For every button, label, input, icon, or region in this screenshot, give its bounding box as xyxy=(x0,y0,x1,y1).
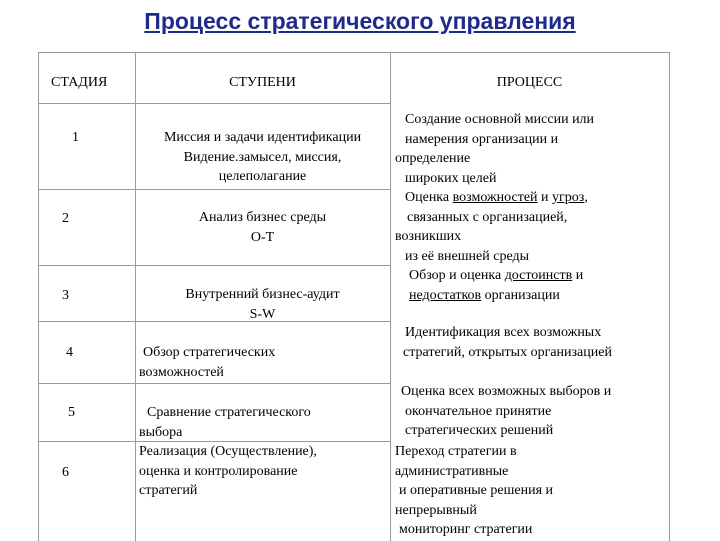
column-divider xyxy=(390,53,391,541)
process-3 xyxy=(395,266,583,305)
step-line: стратегий xyxy=(139,483,198,498)
header-steps: СТУПЕНИ xyxy=(229,75,296,90)
step-3 xyxy=(135,285,390,324)
stage-number: 1 xyxy=(72,130,79,145)
process-line: Переход стратегии в xyxy=(395,444,517,459)
process-5 xyxy=(395,382,611,441)
process-text: и xyxy=(572,268,584,283)
row-divider xyxy=(39,265,390,266)
row-divider xyxy=(39,103,390,104)
process-line: Создание основной миссии или xyxy=(405,112,595,127)
step-line: целеполагание xyxy=(218,169,307,184)
process-1 xyxy=(395,110,594,188)
step-line: Видение.замысел, миссия, xyxy=(183,149,342,165)
process-line: широких целей xyxy=(405,170,497,186)
process-line: из её внешней среды xyxy=(405,248,530,264)
process-line: административные xyxy=(395,463,509,479)
process-line: мониторинг стратегии xyxy=(399,522,533,537)
step-line: выбора xyxy=(139,424,183,440)
process-text: Обзор и оценка xyxy=(409,268,505,283)
step-line: возможностей xyxy=(139,364,224,380)
stage-number: 3 xyxy=(62,288,69,303)
step-line: Обзор стратегических xyxy=(143,345,276,360)
step-line: Внутренний бизнес-аудит xyxy=(185,287,340,302)
process-line: Идентификация всех возможных xyxy=(405,325,602,340)
step-line: оценка и контролирование xyxy=(139,463,298,479)
row-divider xyxy=(39,383,390,384)
process-line: определение xyxy=(395,151,471,166)
stage-number: 5 xyxy=(68,405,75,420)
process-4 xyxy=(395,323,612,362)
process-line xyxy=(395,286,583,306)
process-text-underlined: возможностей xyxy=(452,190,538,205)
header-process: ПРОЦЕСС xyxy=(496,75,563,90)
page-title: Процесс стратегического управления xyxy=(144,8,576,34)
step-2 xyxy=(135,208,390,247)
process-text-underlined: недостатков xyxy=(409,287,482,303)
process-text: , xyxy=(584,190,588,205)
process-text: и xyxy=(537,190,553,205)
step-line: Реализация (Осуществление), xyxy=(139,444,317,459)
process-line: стратегических решений xyxy=(405,423,554,438)
header-stage: СТАДИЯ xyxy=(51,75,108,90)
step-line: Сравнение стратегического xyxy=(147,405,311,420)
stage-number: 4 xyxy=(66,345,73,360)
step-line: O-T xyxy=(250,229,275,245)
process-line: связанных с организацией, xyxy=(407,209,568,225)
process-text-underlined: угроз xyxy=(552,190,585,205)
step-5 xyxy=(139,403,311,442)
strategy-table xyxy=(38,52,670,541)
step-line: Анализ бизнес среды xyxy=(198,210,327,225)
process-line: и оперативные решения и xyxy=(399,483,554,498)
process-6 xyxy=(395,442,553,540)
step-line: S-W xyxy=(249,306,276,322)
process-line xyxy=(395,188,588,208)
process-2 xyxy=(395,188,588,266)
process-text: Оценка xyxy=(405,190,453,205)
process-line: намерения организации и xyxy=(405,131,559,147)
step-4 xyxy=(139,343,275,382)
process-line: Оценка всех возможных выборов и xyxy=(401,384,612,399)
process-line: непрерывный xyxy=(395,502,477,518)
stage-number: 6 xyxy=(62,465,69,480)
process-line: стратегий, открытых организацией xyxy=(403,344,612,360)
stage-number: 2 xyxy=(62,211,69,226)
step-1 xyxy=(135,128,390,187)
step-6 xyxy=(139,442,317,501)
process-text: организации xyxy=(481,287,560,303)
row-divider xyxy=(39,189,390,190)
process-line: возникших xyxy=(395,229,462,244)
process-line xyxy=(395,266,583,286)
process-line: окончательное принятие xyxy=(405,403,552,419)
process-text-underlined: достоинств xyxy=(504,268,573,283)
step-line: Миссия и задачи идентификации xyxy=(163,130,362,145)
